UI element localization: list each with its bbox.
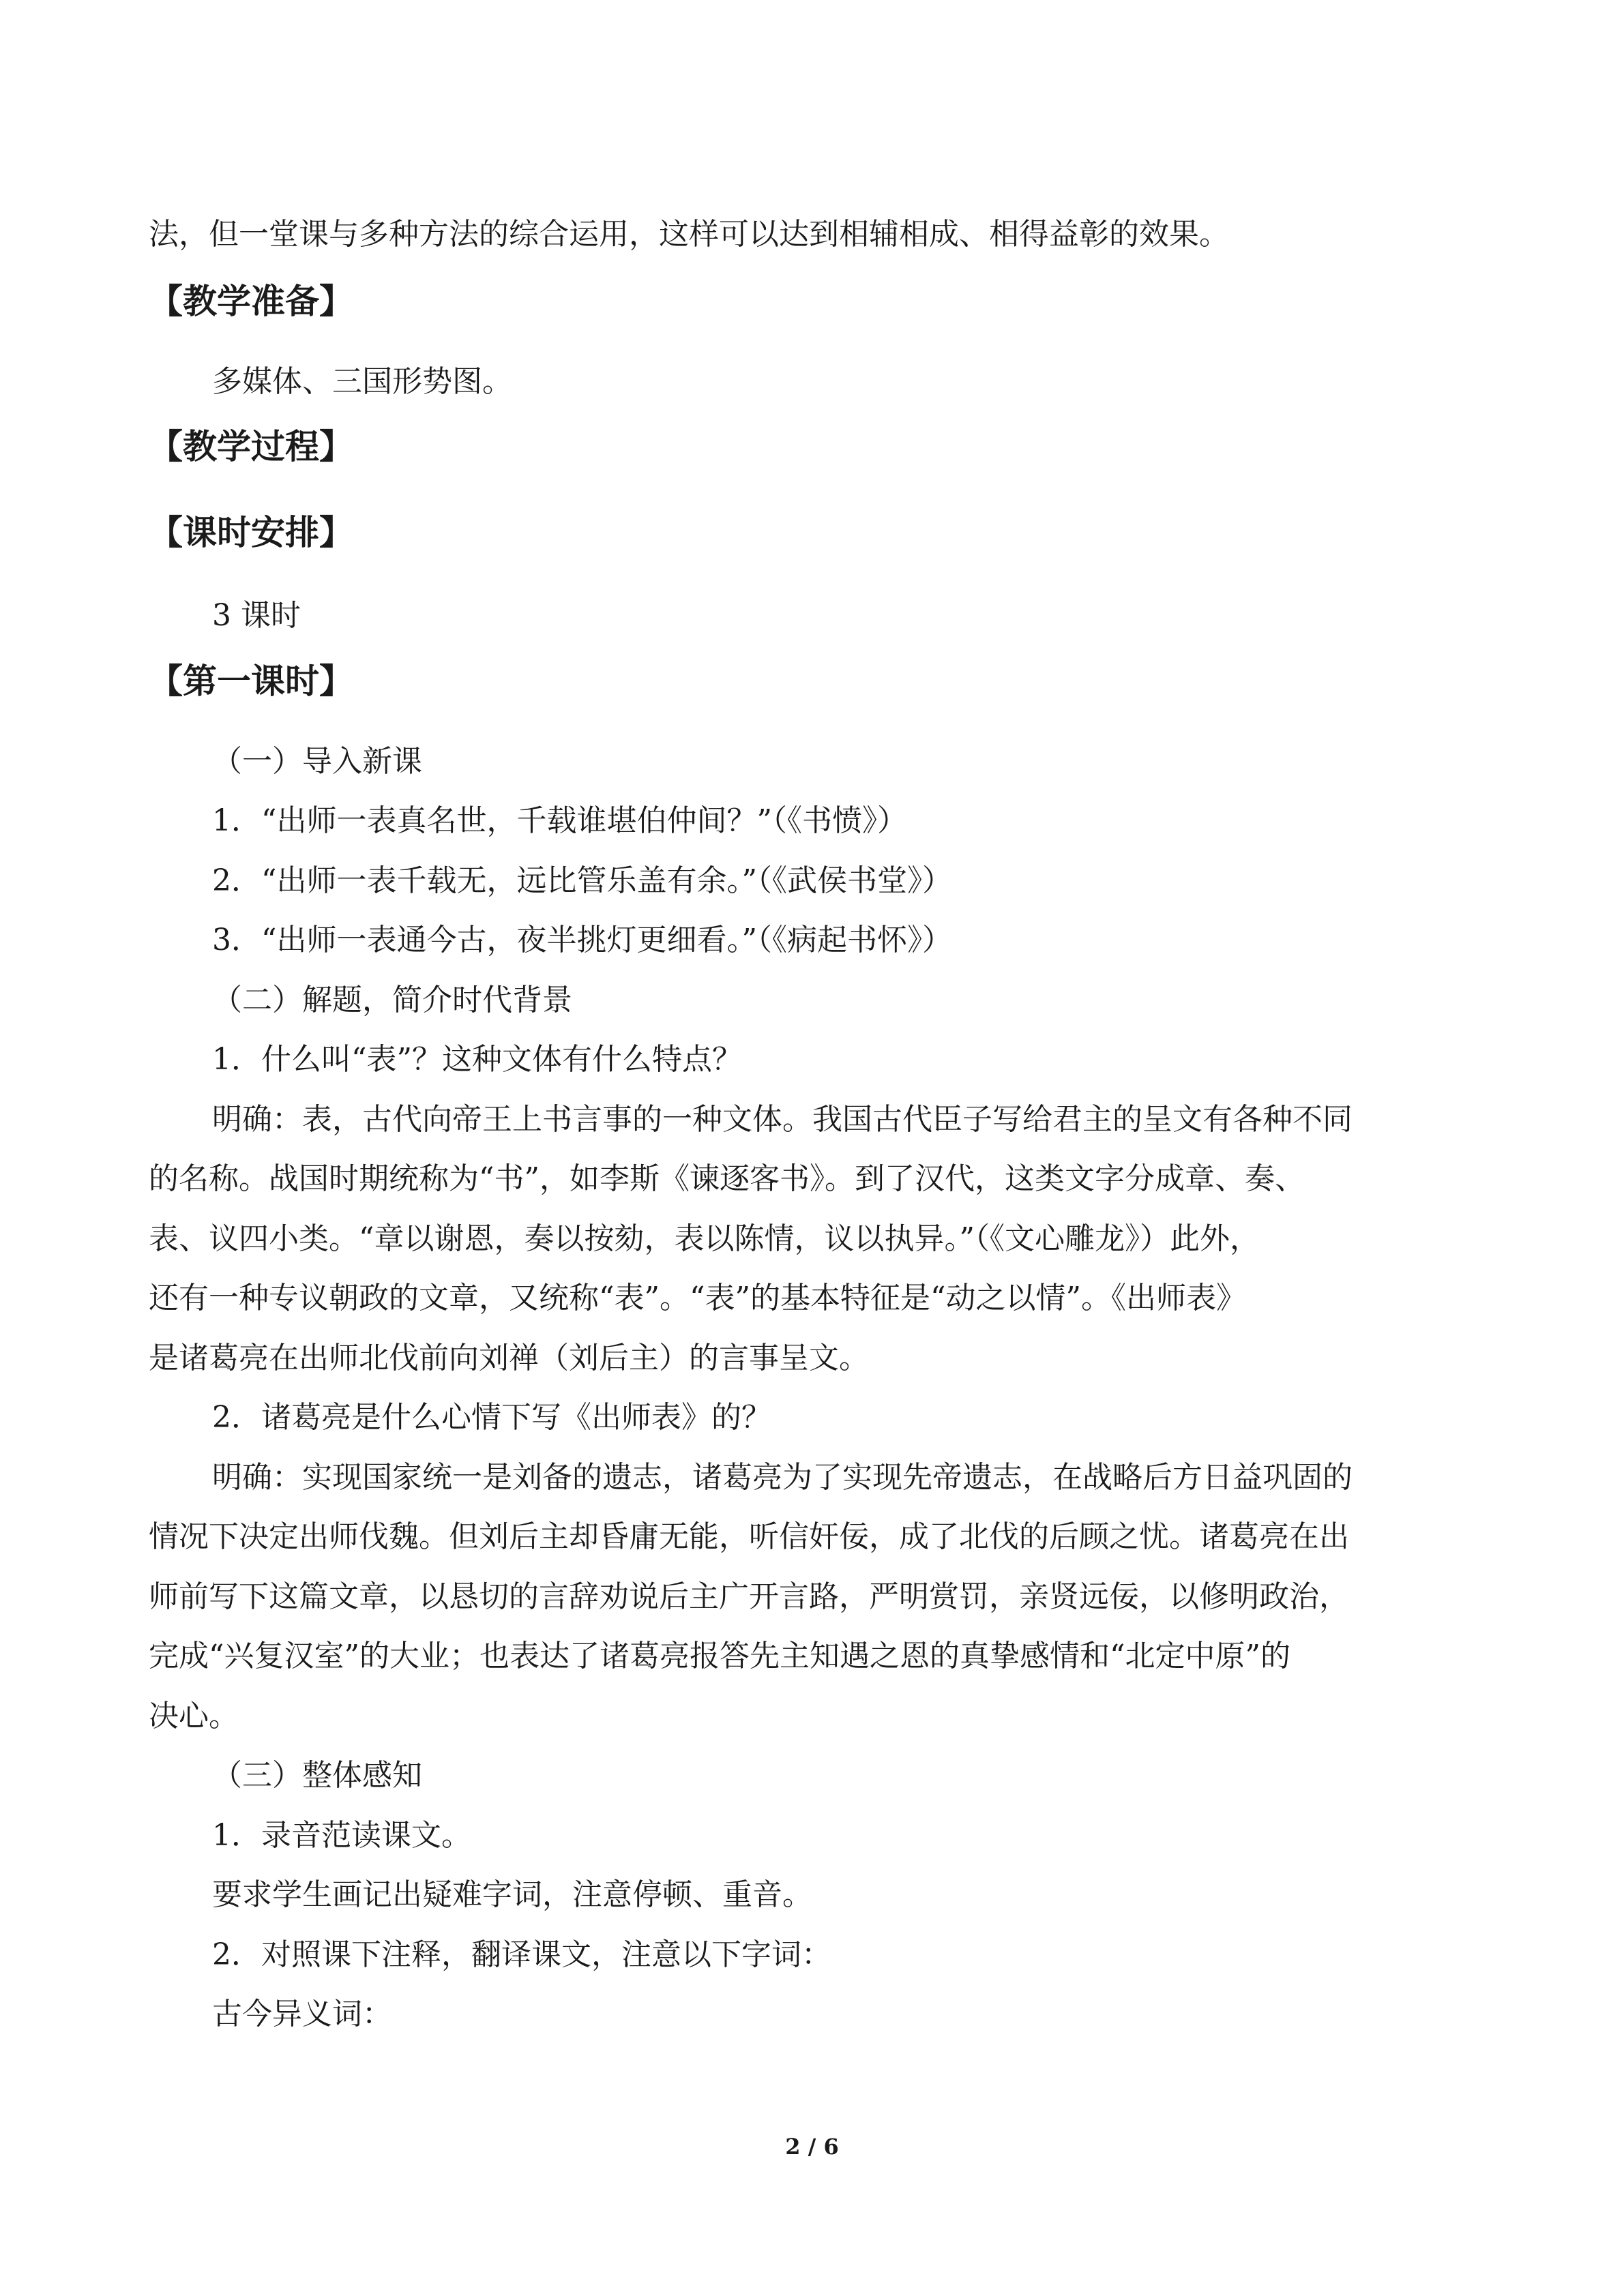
list-item: 1．录音范读课文。 (212, 1818, 471, 1853)
heading-teaching-preparation: 【教学准备】 (149, 282, 353, 321)
answer-paragraph-line: 决心。 (149, 1699, 239, 1733)
preparation-text: 多媒体、三国形势图。 (212, 364, 512, 399)
question: 1．什么叫“表”？这种文体有什么特点？ (212, 1042, 742, 1077)
answer-paragraph-line: 明确：实现国家统一是刘备的遗志，诸葛亮为了实现先帝遗志，在战略后方日益巩固的 (212, 1460, 1353, 1495)
answer-paragraph-line: 表、议四小类。“章以谢恩，奏以按劾，表以陈情，议以执异。”（《文心雕龙》）此外， (149, 1221, 1260, 1256)
question: 2．诸葛亮是什么心情下写《出师表》的？ (212, 1400, 771, 1435)
answer-paragraph-line: 情况下决定出师伐魏。但刘后主却昏庸无能，听信奸佞，成了北伐的后顾之忧。诸葛亮在出 (149, 1519, 1349, 1554)
page-number: 2 / 6 (785, 2134, 839, 2160)
subheading-archaic-words: 古今异义词： (212, 1997, 392, 2031)
schedule-text: 3 课时 (212, 598, 301, 633)
heading-first-lesson: 【第一课时】 (149, 661, 353, 701)
answer-paragraph-line: 是诸葛亮在出师北伐前向刘禅（刘后主）的言事呈文。 (149, 1341, 869, 1375)
answer-paragraph-line: 明确：表，古代向帝王上书言事的一种文体。我国古代臣子写给君主的呈文有各种不同 (212, 1102, 1353, 1137)
list-item: 3．“出师一表通今古，夜半挑灯更细看。”（《病起书怀》） (212, 923, 952, 957)
answer-paragraph-line: 师前写下这篇文章，以恳切的言辞劝说后主广开言路，严明赏罚，亲贤远佞，以修明政治， (149, 1579, 1349, 1614)
answer-paragraph-line: 还有一种专议朝政的文章，又统称“表”。“表”的基本特征是“动之以情”。《出师表》 (149, 1281, 1246, 1315)
list-item: 2．对照课下注释，翻译课文，注意以下字词： (212, 1937, 831, 1972)
intro-paragraph-end: 法，但一堂课与多种方法的综合运用，这样可以达到相辅相成、相得益彰的效果。 (149, 217, 1229, 252)
list-item: 2．“出师一表千载无，远比管乐盖有余。”（《武侯书堂》） (212, 863, 952, 898)
section-title-overall-perception: （三）整体感知 (212, 1758, 422, 1793)
heading-lesson-schedule: 【课时安排】 (149, 513, 353, 552)
section-title-background: （二）解题，简介时代背景 (212, 983, 572, 1017)
answer-paragraph-line: 完成“兴复汉室”的大业；也表达了诸葛亮报答先主知遇之恩的真挚感情和“北定中原”的 (149, 1639, 1290, 1673)
answer-paragraph-line: 的名称。战国时期统称为“书”，如李斯《谏逐客书》。到了汉代，这类文字分成章、奏、 (149, 1161, 1305, 1196)
section-title-intro: （一）导入新课 (212, 744, 422, 779)
requirement-text: 要求学生画记出疑难字词，注意停顿、重音。 (212, 1877, 812, 1912)
heading-teaching-process: 【教学过程】 (149, 427, 353, 466)
list-item: 1．“出师一表真名世，千载谁堪伯仲间？”（《书愤》） (212, 803, 907, 838)
